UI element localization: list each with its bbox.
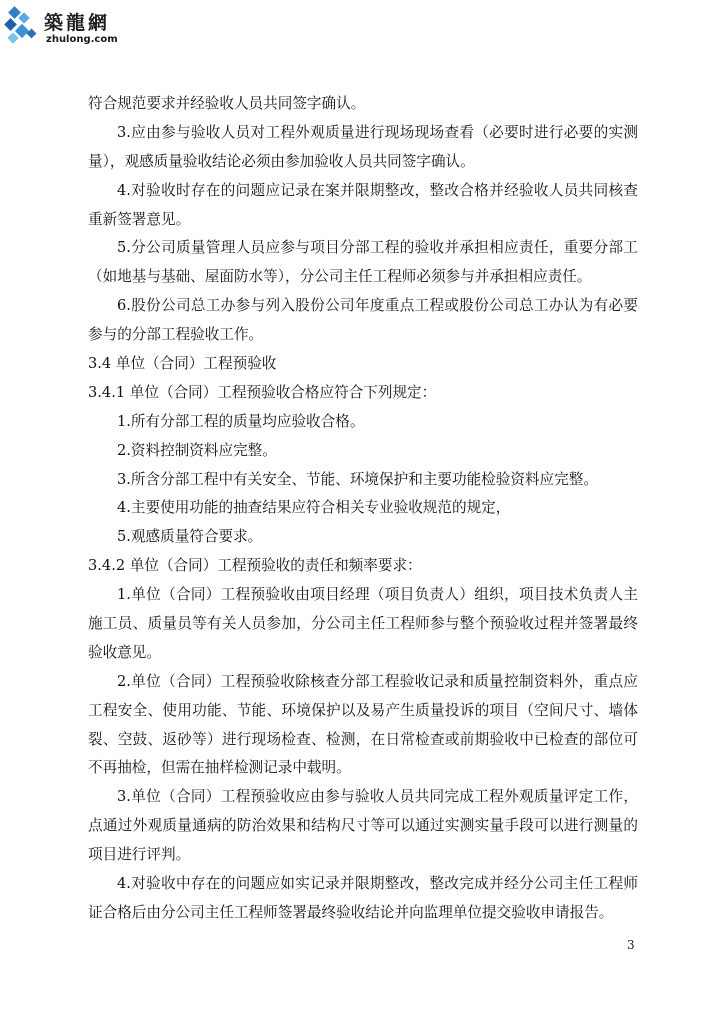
logo-title: 築龍網 (44, 12, 111, 34)
site-logo (4, 4, 124, 50)
text-line: 点通过外观质量通病的防治效果和结构尺寸等可以通过实测实量手段可以进行测量的 (88, 817, 638, 835)
text-line: 6.股份公司总工办参与列入股份公司年度重点工程或股份公司总工办认为有必要 (117, 297, 638, 315)
text-line: 4.对验收时存在的问题应记录在案并限期整改，整改合格并经验收人员共同核查 (117, 181, 638, 199)
text-line: 1.单位（合同）工程预验收由项目经理（项目负责人）组织，项目技术负责人主 (117, 586, 638, 604)
text-line: 施工员、质量员等有关人员参加，分公司主任工程师参与整个预验收过程并签署最终 (88, 615, 638, 633)
text-line: 符合规范要求并经验收人员共同签字确认。 (88, 95, 366, 112)
text-line: 参与的分部工程验收工作。 (88, 326, 264, 344)
text-line: 裂、空鼓、返砂等）进行现场检查、检测，在日常检查或前期验收中已检查的部位可 (88, 730, 638, 748)
text-line: 4.对验收中存在的问题应如实记录并限期整改，整改完成并经分公司主任工程师 (117, 875, 638, 893)
list-item: 5.观感质量符合要求。 (117, 528, 263, 546)
section-heading: 3.4 单位（合同）工程预验收 (88, 355, 277, 373)
list-item: 4.主要使用功能的抽查结果应符合相关专业验收规范的规定， (117, 499, 511, 517)
text-line: 3.应由参与验收人员对工程外观质量进行现场现场查看（必要时进行必要的实测 (117, 123, 638, 141)
text-line: 工程安全、使用功能、节能、环境保护以及易产生质量投诉的项目（空间尺寸、墙体 (88, 701, 638, 719)
page-number: 3 (627, 938, 635, 952)
text-line: 不再抽检，但需在抽样检测记录中载明。 (88, 759, 351, 777)
logo-site: zhulong.com (46, 34, 118, 45)
subsection-heading: 3.4.2 单位（合同）工程预验收的责任和频率要求： (88, 557, 422, 575)
text-line: 5.分公司质量管理人员应参与项目分部工程的验收并承担相应责任，重要分部工 (117, 239, 638, 257)
list-item: 3.所含分部工程中有关安全、节能、环境保护和主要功能检验资料应完整。 (117, 470, 598, 488)
text-line: 3.单位（合同）工程预验收应由参与验收人员共同完成工程外观质量评定工作， (117, 788, 638, 806)
document-body (88, 90, 638, 928)
text-line: 2.单位（合同）工程预验收除核查分部工程验收记录和质量控制资料外，重点应 (117, 672, 638, 690)
text-line: 项目进行评判。 (88, 846, 191, 864)
subsection-heading: 3.4.1 单位（合同）工程预验收合格应符合下列规定： (88, 383, 437, 401)
list-item: 1.所有分部工程的质量均应验收合格。 (117, 412, 365, 430)
text-line: （如地基与基础、屋面防水等），分公司主任工程师必须参与并承担相应责任。 (88, 268, 592, 286)
text-line: 重新签署意见。 (88, 210, 191, 228)
logo-cubes-icon (4, 4, 48, 48)
text-line: 量），观感质量验收结论必须由参加验收人员共同签字确认。 (88, 152, 475, 170)
list-item: 2.资料控制资料应完整。 (117, 441, 277, 459)
text-line: 验收意见。 (88, 643, 161, 661)
text-line: 证合格后由分公司主任工程师签署最终验收结论并向监理单位提交验收申请报告。 (88, 903, 614, 921)
